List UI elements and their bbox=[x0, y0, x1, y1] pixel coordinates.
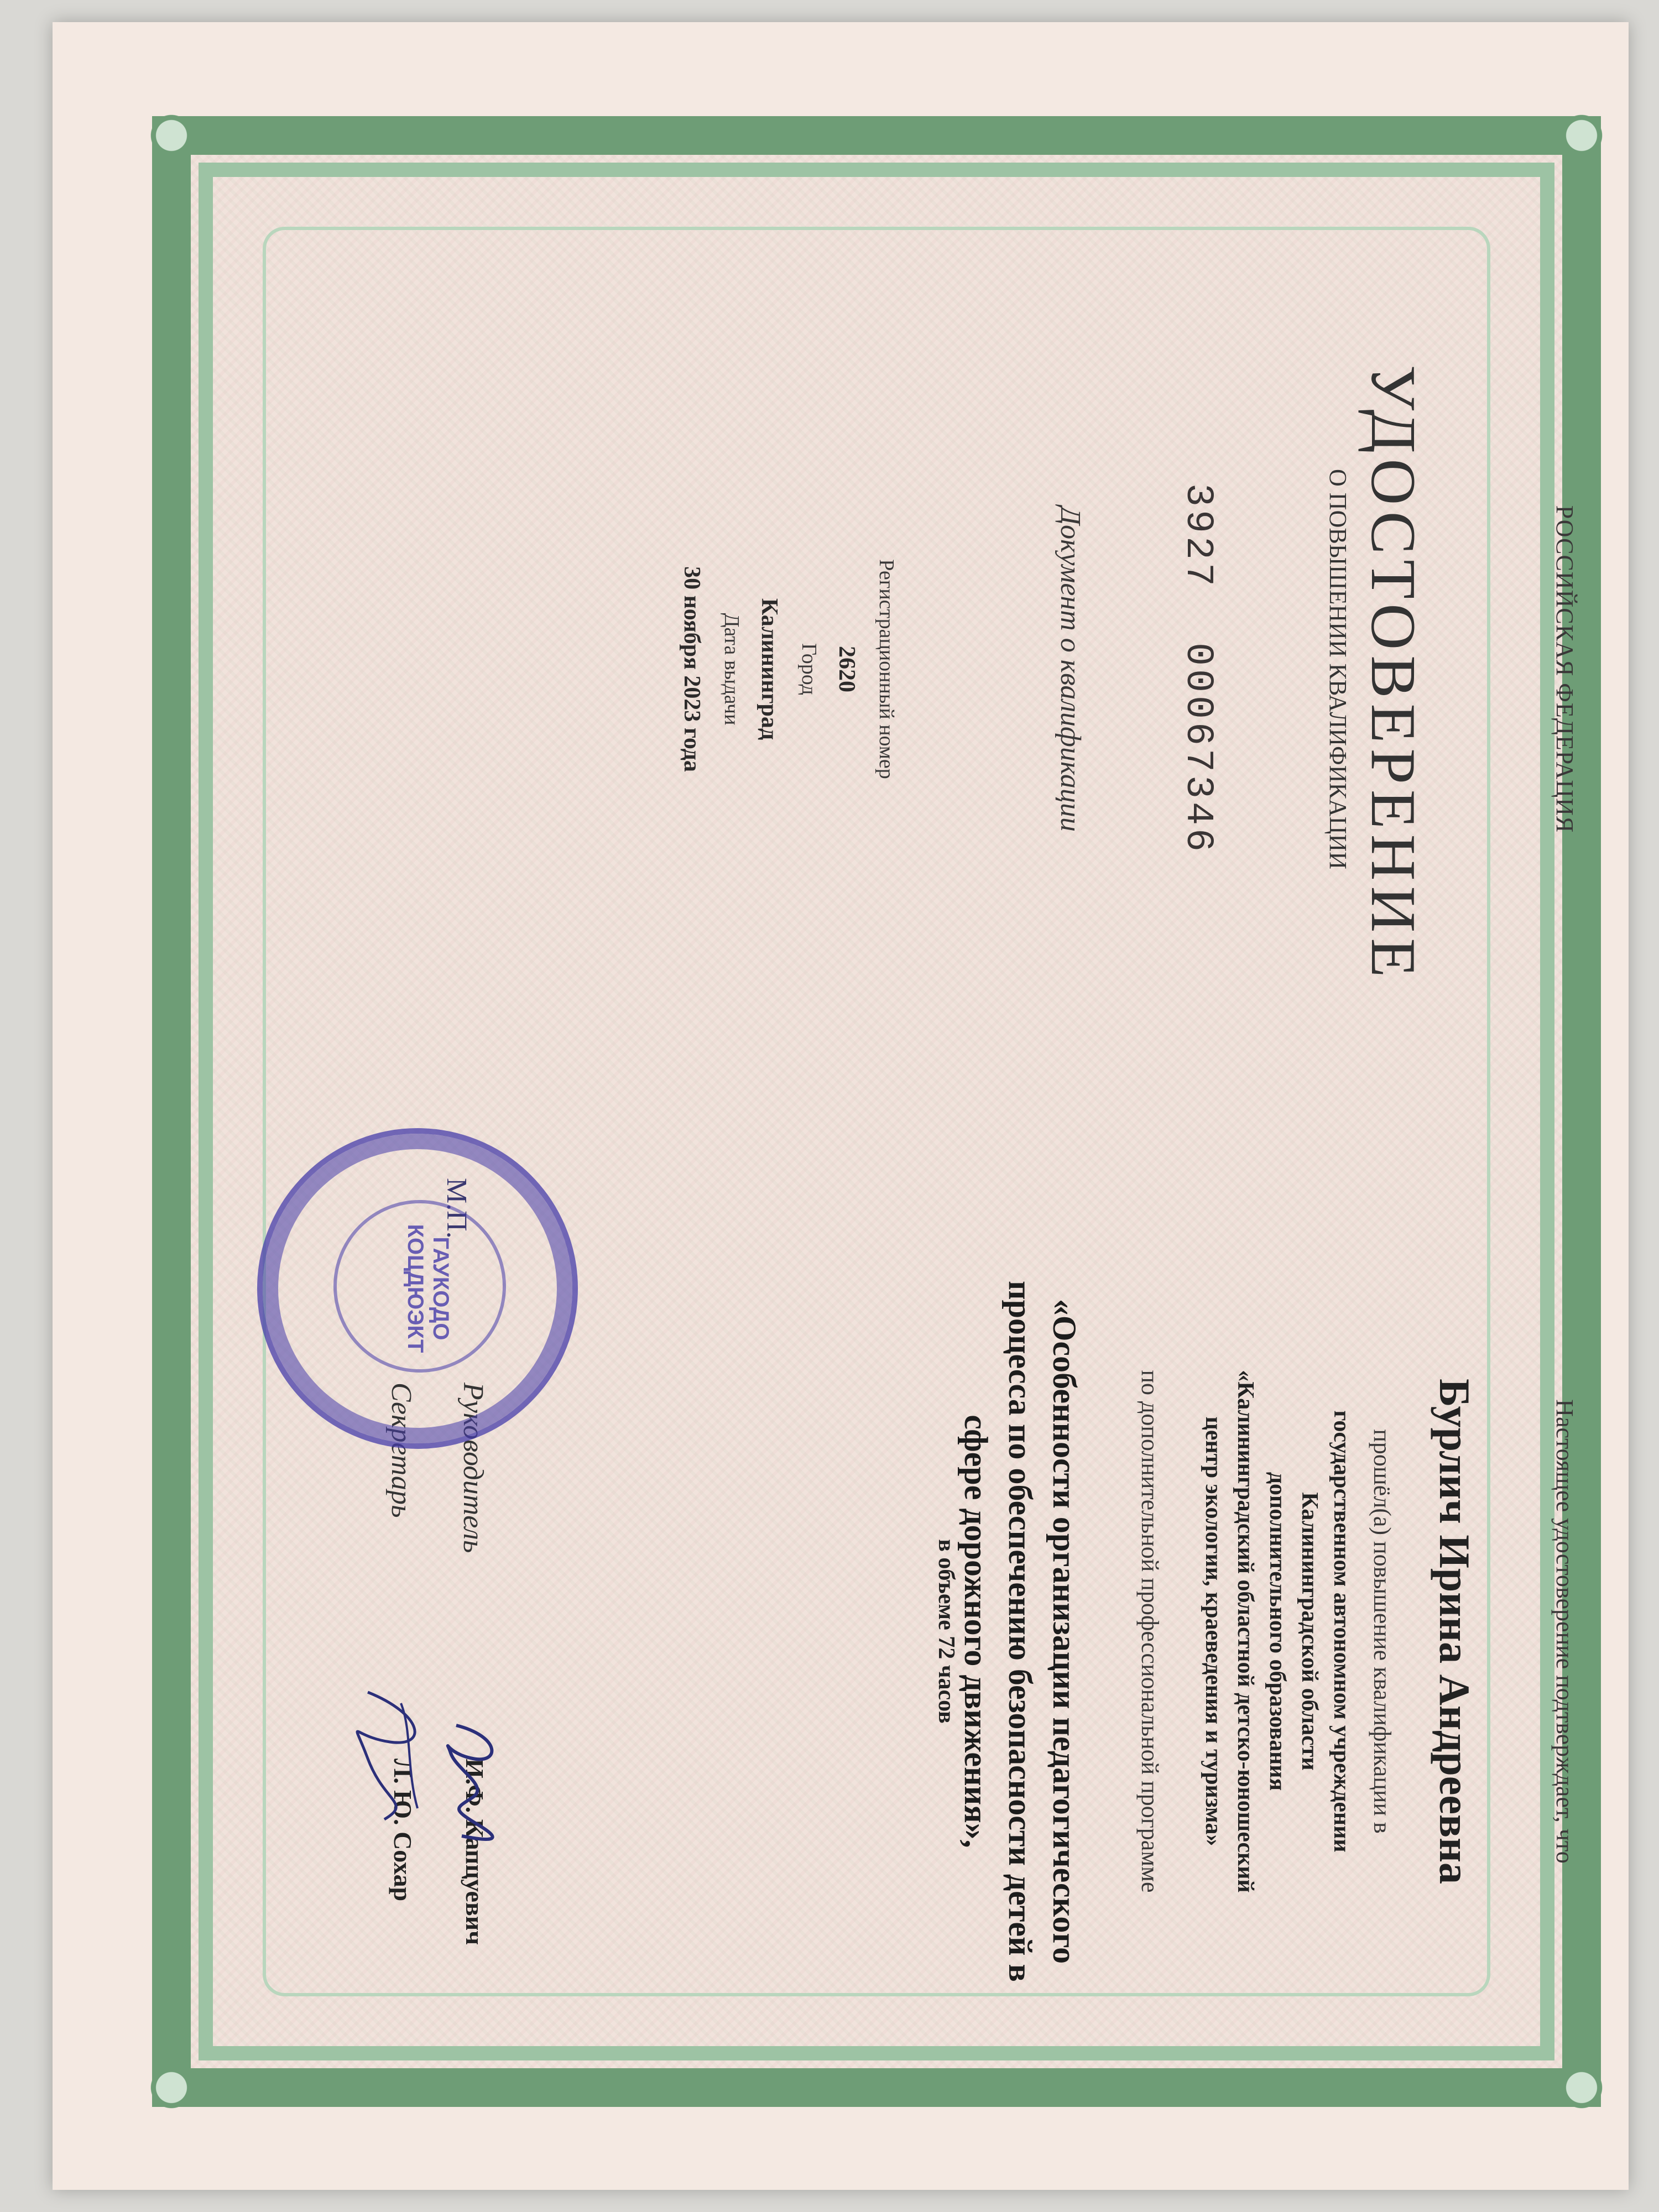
secretary-signature-icon bbox=[346, 1681, 434, 1836]
confirm-line: Настоящее удостоверение подтверждает, что bbox=[1551, 1399, 1578, 1864]
organization-line: центр экологии, краеведения и туризма» bbox=[1201, 1416, 1226, 1846]
head-signature-icon bbox=[434, 1714, 512, 1847]
head-name: И.Ф. Капцуевич bbox=[461, 1759, 489, 1945]
document-subtitle: О ПОВЫШЕНИИ КВАЛИФИКАЦИИ bbox=[1324, 469, 1352, 869]
program-line: по дополнительной профессиональной программе bbox=[1136, 1370, 1164, 1893]
document-number bbox=[1176, 365, 1219, 973]
document-type: Документ о квалификации bbox=[1055, 507, 1086, 832]
organization-line: дополнительного образования bbox=[1265, 1472, 1290, 1791]
passed-line: прошёл(а) повышение квалификации в bbox=[1369, 1429, 1396, 1834]
secretary-role: Секретарь bbox=[385, 1383, 417, 1518]
document-series: 3927 bbox=[1176, 483, 1219, 589]
city-label: Город bbox=[797, 643, 821, 695]
official-seal bbox=[257, 1128, 578, 1449]
secretary-name: Л. Ю. Сохар bbox=[389, 1759, 417, 1902]
head-role: Руководитель bbox=[457, 1383, 489, 1553]
certificate-sheet bbox=[53, 22, 1629, 2190]
registration-number: 2620 bbox=[834, 646, 859, 692]
organization-line: государственном автономном учреждении bbox=[1329, 1410, 1354, 1853]
issue-date-label: Дата выдачи bbox=[720, 613, 743, 726]
document-serial: 00067346 bbox=[1176, 642, 1219, 855]
program-title-line: «Особенности организации педагогического bbox=[1046, 1298, 1083, 1964]
person-name: Бурлич Ирина Андреевна bbox=[1431, 1378, 1479, 1885]
stamp-place-label: М.П. bbox=[441, 1178, 472, 1239]
ornamental-border bbox=[152, 116, 1601, 2107]
organization-name bbox=[1197, 1272, 1358, 1991]
organization-line: Калининградской области bbox=[1297, 1492, 1322, 1771]
registration-label: Регистрационный номер bbox=[875, 559, 898, 779]
issue-date: 30 ноября 2023 года bbox=[679, 566, 705, 772]
seal-center-text bbox=[403, 1211, 453, 1366]
program-volume: в объеме 72 часов bbox=[933, 1539, 959, 1724]
document-title: УДОСТОВЕРЕНИЕ bbox=[1358, 365, 1428, 983]
certificate-content bbox=[191, 155, 1640, 2146]
organization-line: «Калининградский областной детско-юношеский bbox=[1233, 1370, 1258, 1893]
city-value: Калининград bbox=[757, 598, 782, 740]
program-title-line: процесса по обеспечению безопасности детей в bbox=[1002, 1281, 1039, 1982]
country-heading: РОССИЙСКАЯ ФЕДЕРАЦИЯ bbox=[1551, 505, 1578, 833]
seal-text-line: КОЦДЮЭКТ bbox=[403, 1224, 427, 1353]
program-title bbox=[954, 1272, 1087, 1991]
seal-text-line: ГАУКОДО bbox=[429, 1237, 453, 1340]
program-title-line: сфере дорожного движения», bbox=[958, 1415, 994, 1848]
